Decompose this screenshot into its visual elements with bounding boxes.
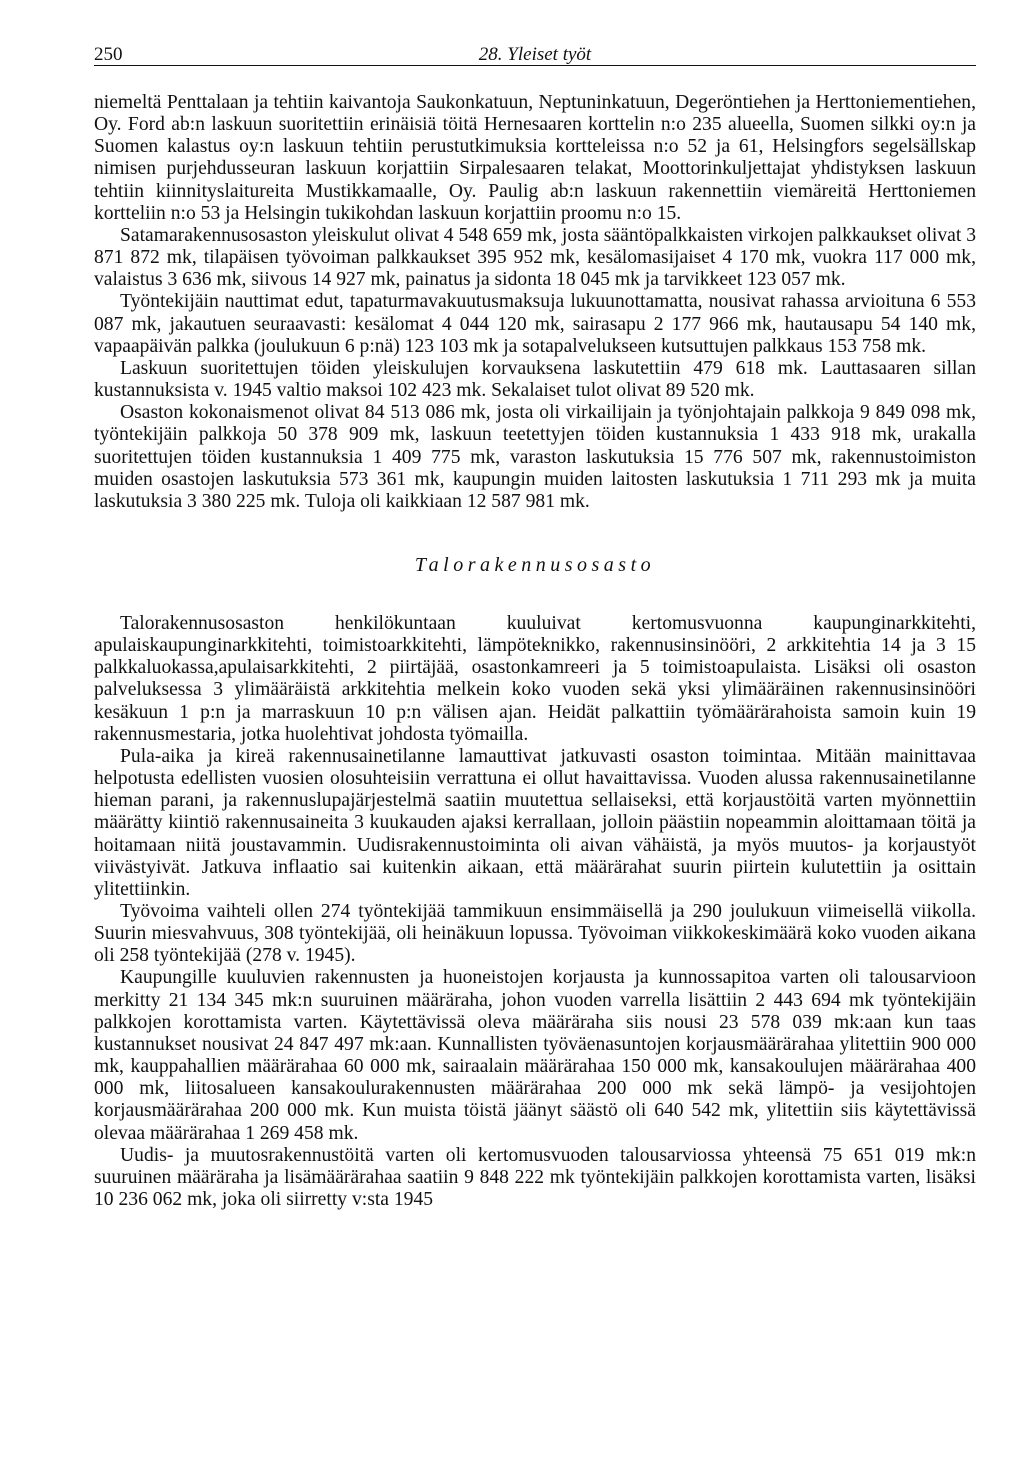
paragraph: Osaston kokonaismenot olivat 84 513 086 mk, josta oli virkailijain ja työnjohtajain palkkoja 9 849 098 mk, työntekijäin palkkoja 50 378 909 mk, laskuun teetettyjen töiden kustannuksia 1 433 918 mk, urakalla suoritettujen töiden kustannuksia 1 409 775 mk, varaston laskutuksia 15 776 507 mk, rakennustoimiston muiden osastojen laskutuksia 573 361 mk, kaupungin muiden laitosten laskutuksia 1 711 293 mk ja muita laskutuksia 3 380 225 mk. Tuloja oli kaikkiaan 12 587 981 mk. (94, 402, 976, 512)
body-text (94, 92, 976, 1211)
document-page (94, 0, 976, 1211)
paragraph: niemeltä Penttalaan ja tehtiin kaivantoja Saukonkatuun, Neptuninkatuun, Degeröntiehen ja Herttoniementiehen, Oy. Ford ab:n laskuun suoritettiin erinäisiä töitä Hernesaaren korttelin n:o 235 alueella, Suomen silkki oy:n ja Suomen kalastus oy:n laskuun tehtiin perustutkimuksia kortteleissa n:o 52 ja 61, Helsingfors segelsällskap nimisen purjehdusseuran laskuun korjattiin Sirpalesaaren telakat, Moottorinkuljettajat yhdistyksen laskuun tehtiin kiinnityslaitureita Mustikkamaalle, Oy. Paulig ab:n laskuun rakennettiin viemäreitä Herttoniemen kortteliin n:o 53 ja Helsingin tukikohdan laskuun korjattiin proomu n:o 15. (94, 92, 976, 224)
running-header (94, 0, 976, 66)
chapter-title: 28. Yleiset työt (478, 44, 592, 65)
paragraph: Kaupungille kuuluvien rakennusten ja huoneistojen korjausta ja kunnossapitoa varten oli talousarvioon merkitty 21 134 345 mk:n suuruinen määräraha, johon vuoden varrella lisättiin 2 443 694 mk työntekijäin palkkojen korottamista varten. Käytettävissä oleva määräraha siis nousi 23 578 039 mk:aan kun taas kustannukset nousivat 24 847 497 mk:aan. Kunnallisten työväenasuntojen korjausmäärärahaa ylitettiin 900 000 mk, kauppahallien määrärahaa 60 000 mk, sairaalain määrärahaa 150 000 mk, kansakoulujen määrärahaa 400 000 mk, liitosalueen kansakoulurakennusten määrärahaa 200 000 mk sekä lämpö- ja vesijohtojen korjausmäärärahaa 200 000 mk. Kun muista töistä jäänyt säästö oli 640 542 mk, ylitettiin siis käytettävissä olevaa määrärahaa 1 269 458 mk. (94, 967, 976, 1144)
page-number: 250 (94, 44, 123, 65)
paragraph: Uudis- ja muutosrakennustöitä varten oli kertomusvuoden talousarviossa yhteensä 75 651 019 mk:n suuruinen määräraha ja lisämäärärahaa saatiin 9 848 222 mk työntekijäin palkkojen korottamista varten, lisäksi 10 236 062 mk, joka oli siirretty v:sta 1945 (94, 1144, 976, 1211)
paragraph: Talorakennusosaston henkilökuntaan kuuluivat kertomusvuonna kaupunginarkkitehti, apulaiskaupunginarkkitehti, toimistoarkkitehti, lämpöteknikko, rakennusinsinööri, 2 arkkitehtia 14 ja 3 15 palkkaluokassa,apulaisarkkitehti, 2 piirtäjää, osastonkamreeri ja 5 toimistoapulaista. Lisäksi oli osaston palveluksessa 3 ylimääräistä arkkitehtia melkein koko vuoden sekä yksi ylimääräinen rakennusinsinööri kesäkuun 1 p:n ja marraskuun 10 p:n välisen ajan. Heidät palkattiin työmäärärahoista samoin kuin 19 rakennusmestaria, jotka huolehtivat johdosta työmailla. (94, 612, 976, 745)
paragraph: Työvoima vaihteli ollen 274 työntekijää tammikuun ensimmäisellä ja 290 joulukuun viimeisellä viikolla. Suurin miesvahvuus, 308 työntekijää, oli heinäkuun lopussa. Työvoiman viikkokeskimäärä koko vuoden aikana oli 258 työntekijää (278 v. 1945). (94, 901, 976, 967)
section-heading: Talorakennusosasto (414, 553, 656, 576)
paragraph: Satamarakennusosaston yleiskulut olivat 4 548 659 mk, josta sääntöpalkkaisten virkojen palkkaukset olivat 3 871 872 mk, tilapäisen työvoiman palkkaukset 395 952 mk, kesälomasijaiset 4 170 mk, vuokra 117 000 mk, valaistus 3 636 mk, siivous 14 927 mk, painatus ja sidonta 18 045 mk ja tarvikkeet 123 057 mk. (94, 224, 976, 291)
paragraph: Pula-aika ja kireä rakennusainetilanne lamauttivat jatkuvasti osaston toimintaa. Mitään mainittavaa helpotusta edellisten vuosien olosuhteisiin verrattuna ei ollut havaittavissa. Vuoden alussa rakennusainetilanne hieman parani, ja rakennuslupajärjestelmä saatiin muutettua sellaiseksi, että korjaustöitä varten myönnettiin määrätty kiintiö rakennusaineita 3 kuukauden ajaksi kerrallaan, jolloin päästiin nopeammin aloittamaan töitä ja hoitamaan niitä joustavammin. Uudisrakennustoiminta oli aivan vähäistä, ja myös muutos- ja korjaustyöt viivästyivät. Jatkuva inflaatio sai kuitenkin aikaan, että määrärahat suurin piirtein kulutettiin ja osittain ylitettiinkin. (94, 745, 976, 900)
paragraph: Työntekijäin nauttimat edut, tapaturmavakuutusmaksuja lukuunottamatta, nousivat rahassa arvioituna 6 553 087 mk, jakautuen seuraavasti: kesälomat 4 044 120 mk, sairasapu 2 177 966 mk, hautausapu 54 140 mk, vapaapäivän palkka (joulukuun 6 p:nä) 123 103 mk ja sotapalvelukseen kutsuttujen palkkaus 153 758 mk. (94, 291, 976, 357)
paragraph: Laskuun suoritettujen töiden yleiskulujen korvauksena laskutettiin 479 618 mk. Lauttasaaren sillan kustannuksista v. 1945 valtio maksoi 102 423 mk. Sekalaiset tulot olivat 89 520 mk. (94, 357, 976, 402)
